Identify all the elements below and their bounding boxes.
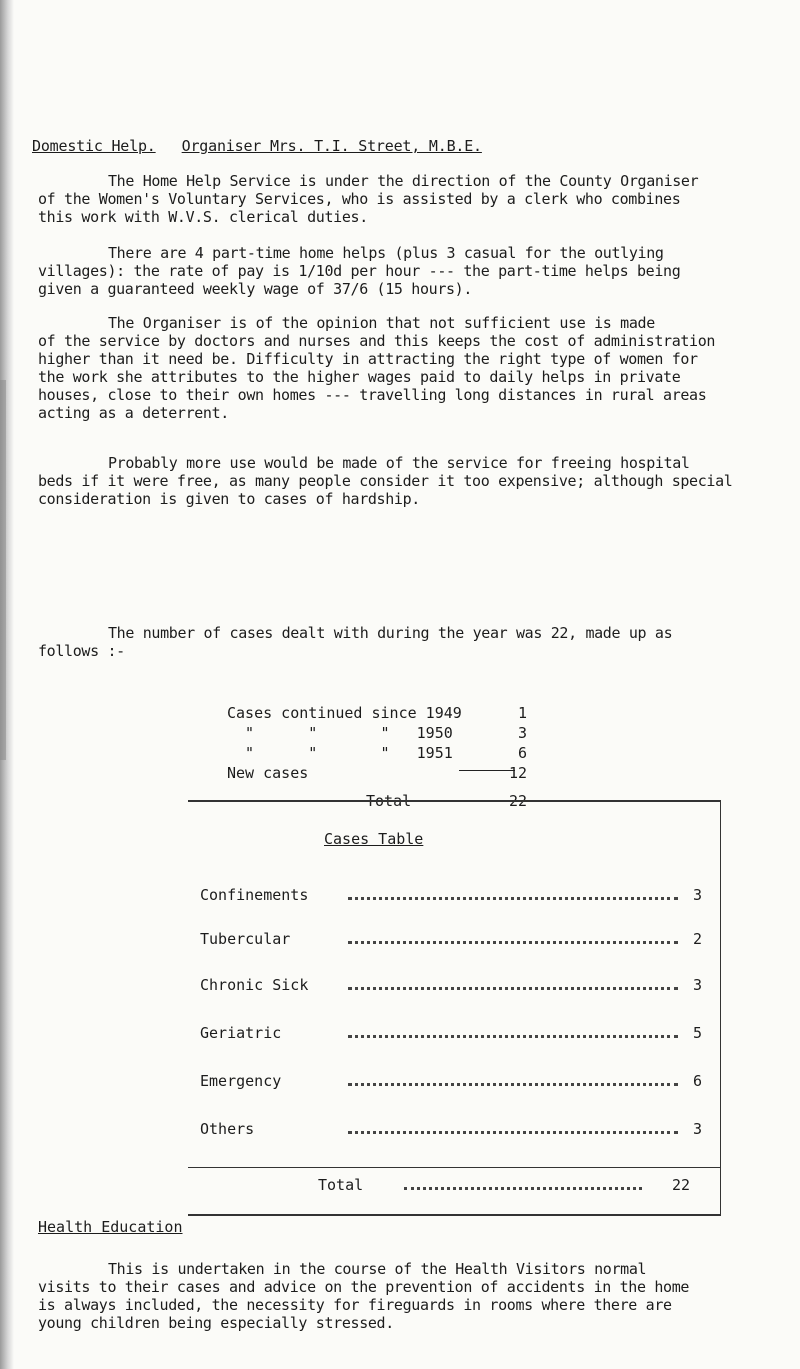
paragraph-service-direction (38, 172, 778, 226)
page-heading (32, 137, 482, 155)
text-line: The number of cases dealt with during the year was 22, made up as (108, 624, 673, 642)
text-line: visits to their cases and advice on the prevention of accidents in the home (38, 1278, 690, 1296)
total-value: 22 (671, 1176, 690, 1194)
paragraph-organiser-opinion (38, 314, 778, 422)
row-value: 3 (692, 886, 702, 904)
text-line: this work with W.V.S. clerical duties. (38, 208, 368, 226)
table-row (200, 1024, 702, 1044)
text-line: This is undertaken in the course of the Health Visitors normal (108, 1260, 647, 1278)
row-label: Chronic Sick (200, 976, 309, 994)
text-line: higher than it need be. Difficulty in attracting the right type of women for (38, 350, 698, 368)
list-item (227, 744, 527, 764)
text-line: of the Women's Voluntary Services, who is assisted by a clerk who combines (38, 190, 681, 208)
paragraph-home-helps (38, 244, 778, 298)
dot-leader (348, 1035, 678, 1038)
text-line: The Organiser is of the opinion that not sufficient use is made (108, 314, 655, 332)
row-value: 3 (692, 1120, 702, 1138)
list-item (227, 704, 527, 724)
table-row (200, 1072, 702, 1092)
total-value: 22 (508, 792, 527, 810)
text-line: is always included, the necessity for fireguards in rooms where there are (38, 1296, 672, 1314)
row-value: 3 (692, 976, 702, 994)
text-line: consideration is given to cases of hardship. (38, 490, 420, 508)
case-count: 3 (517, 724, 527, 742)
paragraph-health-education (38, 1260, 778, 1332)
text-line: acting as a deterrent. (38, 404, 229, 422)
table-row (200, 976, 702, 996)
table-title: Cases Table (324, 830, 424, 848)
row-label: Tubercular (200, 930, 291, 948)
case-label: " " " 1951 (227, 744, 453, 762)
text-line: follows :- (38, 642, 125, 660)
text-line: the work she attributes to the higher wages paid to daily helps in private (38, 368, 681, 386)
row-label: Confinements (200, 886, 309, 904)
text-line: young children being especially stressed. (38, 1314, 394, 1332)
row-label: Emergency (200, 1072, 282, 1090)
text-line: Probably more use would be made of the service for freeing hospital (108, 454, 690, 472)
total-label: Total (318, 1176, 364, 1194)
case-count: 6 (517, 744, 527, 762)
dot-leader (348, 1131, 678, 1134)
text-line: houses, close to their own homes --- travelling long distances in rural areas (38, 386, 707, 404)
table-row (200, 886, 702, 906)
health-education-heading: Health Education (38, 1218, 183, 1236)
row-label: Geriatric (200, 1024, 282, 1042)
total-label: Total (366, 792, 412, 810)
case-label: New cases (227, 764, 309, 782)
paragraph-case-count (38, 624, 778, 660)
sum-rule (459, 770, 515, 771)
cases-table (188, 800, 721, 1216)
dot-leader (348, 1083, 678, 1086)
row-value: 5 (692, 1024, 702, 1042)
text-line: of the service by doctors and nurses and this keeps the cost of administration (38, 332, 716, 350)
list-item (227, 724, 527, 744)
text-line: The Home Help Service is under the direction of the County Organiser (108, 172, 699, 190)
case-count: 12 (508, 764, 527, 782)
dot-leader (348, 941, 678, 944)
table-row (200, 930, 702, 950)
case-count: 1 (517, 704, 527, 722)
page-edge-shadow (0, 380, 6, 760)
row-value: 2 (692, 930, 702, 948)
dot-leader (404, 1187, 642, 1190)
text-line: There are 4 part-time home helps (plus 3 casual for the outlying (108, 244, 664, 262)
text-line: given a guaranteed weekly wage of 37/6 (15 hours). (38, 280, 473, 298)
table-divider (188, 1167, 720, 1168)
cases-summary-list (227, 704, 527, 784)
dot-leader (348, 897, 678, 900)
section-title: Domestic Help. (32, 137, 156, 155)
case-label: " " " 1950 (227, 724, 453, 742)
row-value: 6 (692, 1072, 702, 1090)
row-label: Others (200, 1120, 255, 1138)
table-total-row (318, 1176, 690, 1196)
table-row (200, 1120, 702, 1140)
text-line: beds if it were free, as many people consider it too expensive; although special (38, 472, 733, 490)
case-label: Cases continued since 1949 (227, 704, 462, 722)
dot-leader (348, 987, 678, 990)
list-item (227, 764, 527, 784)
organiser-line: Organiser Mrs. T.I. Street, M.B.E. (181, 137, 482, 155)
paragraph-hospital-beds (38, 454, 778, 508)
text-line: villages): the rate of pay is 1/10d per hour --- the part-time helps being (38, 262, 681, 280)
